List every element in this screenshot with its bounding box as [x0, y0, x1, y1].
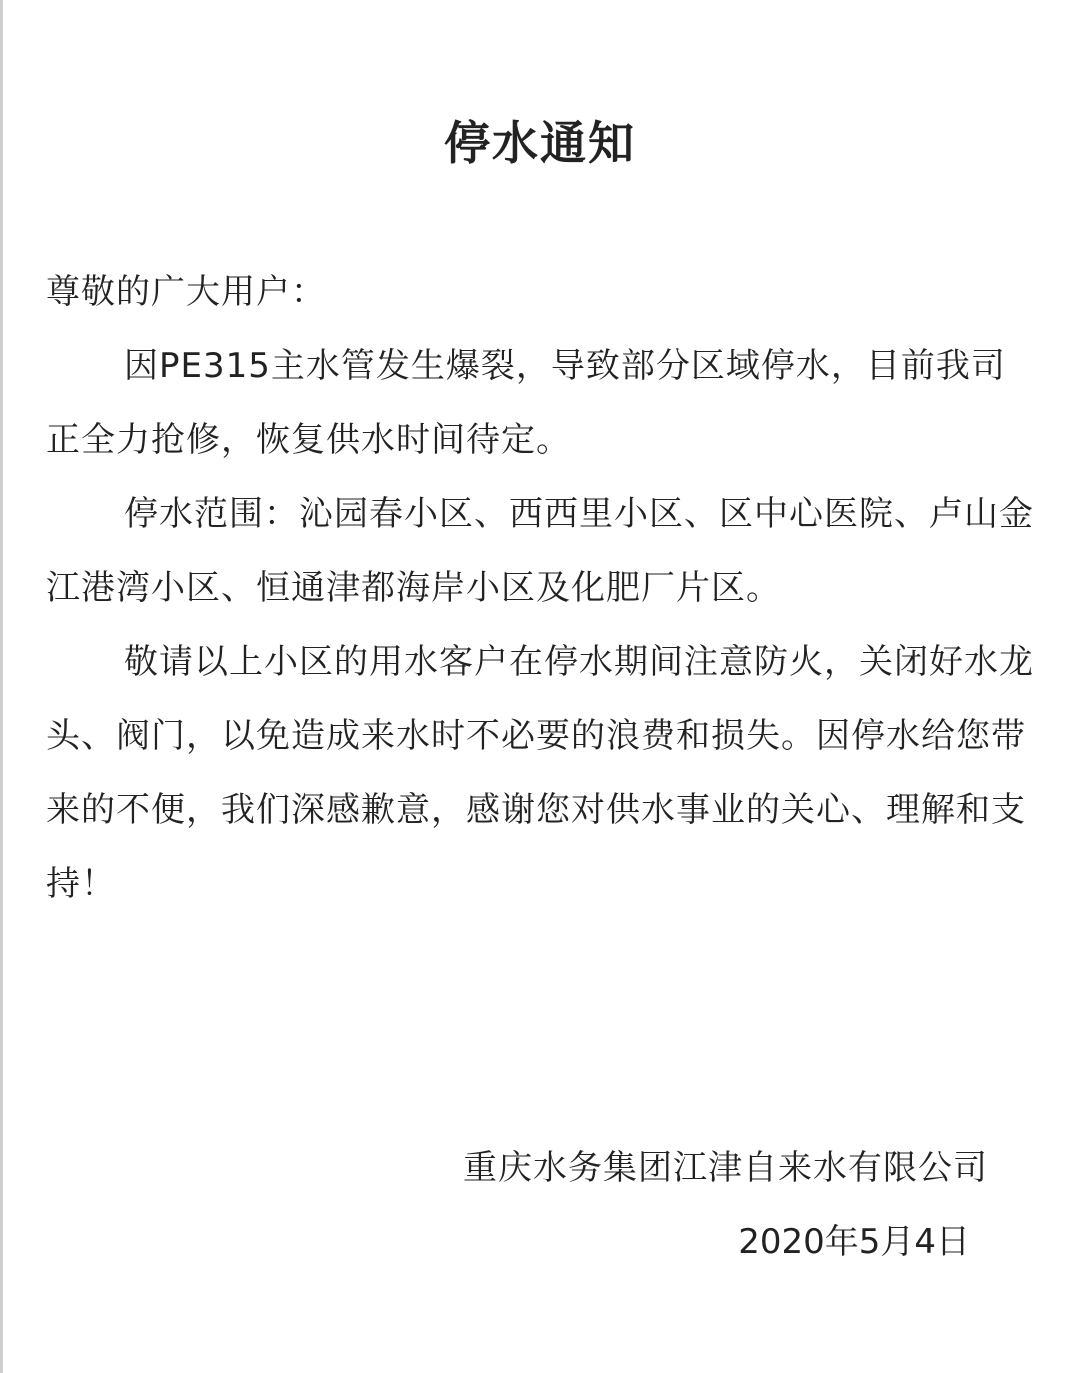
notice-paragraph-advice: 敬请以上小区的用水客户在停水期间注意防火，关闭好水龙头、阀门，以免造成来水时不必要的浪费和损失。因停水给您带来的不便，我们深感歉意，感谢您对供水事业的关心、理解和支持！	[46, 642, 1034, 904]
notice-paragraph-cause: 因PE315主水管发生爆裂，导致部分区域停水，目前我司正全力抢修，恢复供水时间待定。	[46, 346, 1006, 460]
notice-date: 2020年5月4日	[738, 1222, 970, 1262]
notice-body	[46, 255, 1036, 921]
notice-salutation: 尊敬的广大用户：	[46, 272, 326, 312]
notice-title: 停水通知	[444, 116, 636, 170]
notice-paragraph-scope: 停水范围：沁园春小区、西西里小区、区中心医院、卢山金江港湾小区、恒通津都海岸小区及化肥厂片区。	[46, 494, 1034, 608]
notice-signature: 重庆水务集团江津自来水有限公司	[463, 1148, 988, 1188]
